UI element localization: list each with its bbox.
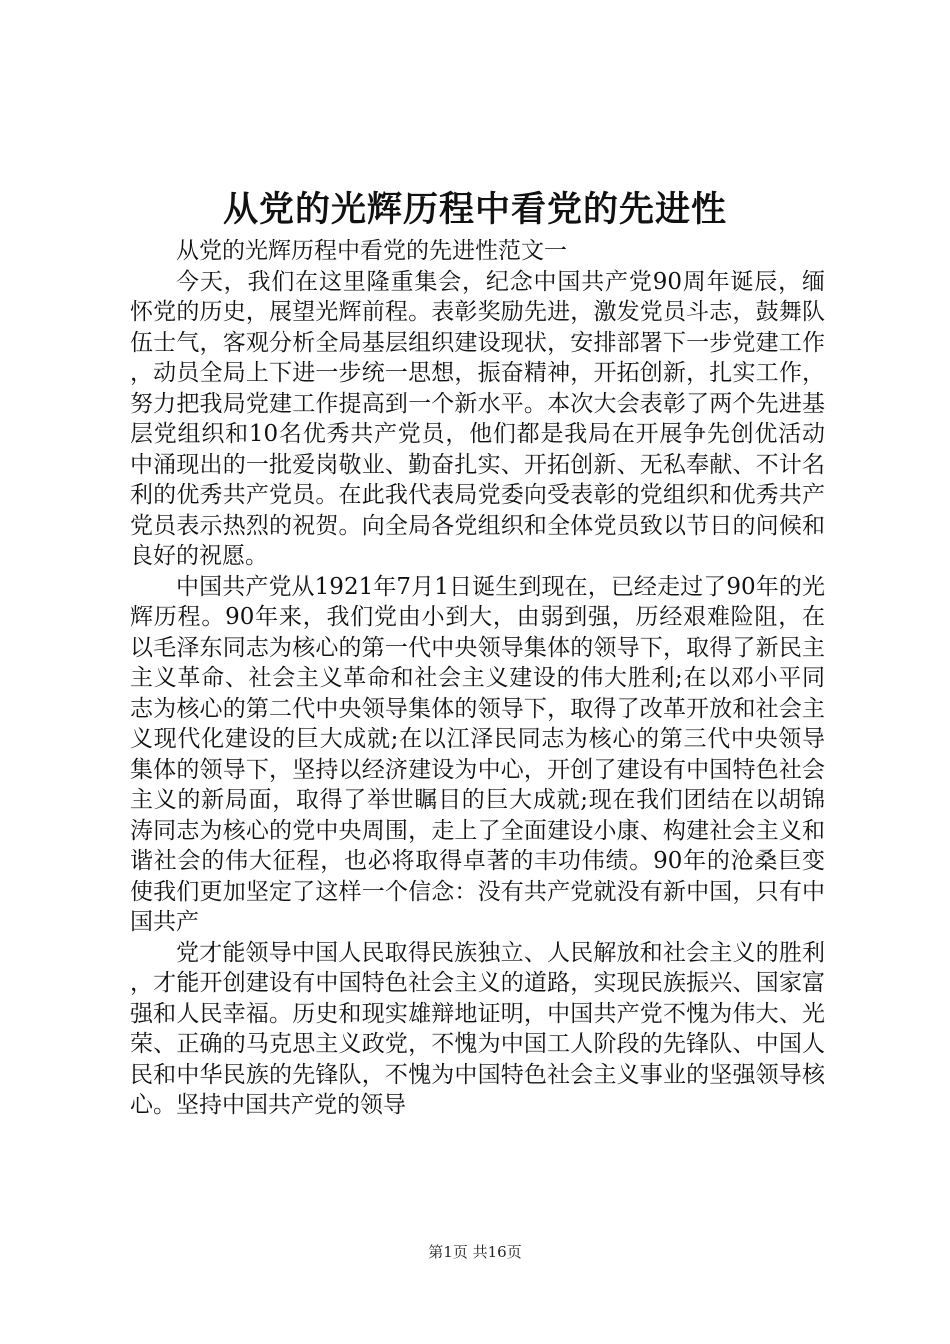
page-footer	[0, 1242, 950, 1262]
document-title: 从党的光辉历程中看党的先进性	[222, 189, 727, 230]
body-paragraph-2: 中国共产党从1921年7月1日诞生到现在，已经走过了90年的光辉历程。90年来，我们党由小到大，由弱到强，历经艰难险阻，在以毛泽东同志为核心的第一代中央领导集体的领导下，取得了新民主主义革命、社会主义革命和社会主义建设的伟大胜利;在以邓小平同志为核心的第二代中央领导集体的领导下，取得了改革开放和社会主义现代化建设的巨大成就;在以江泽民同志为核心的第三代中央领导集体的领导下，坚持以经济建设为中心，开创了建设有中国特色社会主义的新局面，取得了举世瞩目的巨大成就;现在我们团结在以胡锦涛同志为核心的党中央周围，走上了全面建设小康、构建社会主义和谐社会的伟大征程，也必将取得卓著的丰功伟绩。90年的沧桑巨变使我们更加坚定了这样一个信念：没有共产党就没有新中国，只有中国共产	[130, 573, 825, 935]
page-indicator: 第1页 共16页	[428, 1243, 522, 1261]
body-paragraph-1: 今天，我们在这里隆重集会，纪念中国共产党90周年诞辰，缅怀党的历史，展望光辉前程。表彰奖励先进，激发党员斗志，鼓舞队伍士气，客观分析全局基层组织建设现状，安排部署下一步党建工作，动员全局上下进一步统一思想，振奋精神，开拓创新，扎实工作，努力把我局党建工作提高到一个新水平。本次大会表彰了两个先进基层党组织和10名优秀共产党员，他们都是我局在开展争先创优活动中涌现出的一批爱岗敬业、勤奋扎实、开拓创新、无私奉献、不计名利的优秀共产党员。在此我代表局党委向受表彰的党组织和优秀共产党员表示热烈的祝贺。向全局各党组织和全体党员致以节日的问候和良好的祝愿。	[130, 268, 825, 569]
body-paragraph-3: 党才能领导中国人民取得民族独立、人民解放和社会主义的胜利，才能开创建设有中国特色社会主义的道路，实现民族振兴、国家富强和人民幸福。历史和现实雄辩地证明，中国共产党不愧为伟大、光荣、正确的马克思主义政党，不愧为中国工人阶段的先锋队、中国人民和中华民族的先锋队，不愧为中国特色社会主义事业的坚强领导核心。坚持中国共产党的领导	[130, 939, 825, 1118]
document-body	[130, 236, 825, 1121]
subtitle-paragraph: 从党的光辉历程中看党的先进性范文一	[176, 238, 567, 264]
